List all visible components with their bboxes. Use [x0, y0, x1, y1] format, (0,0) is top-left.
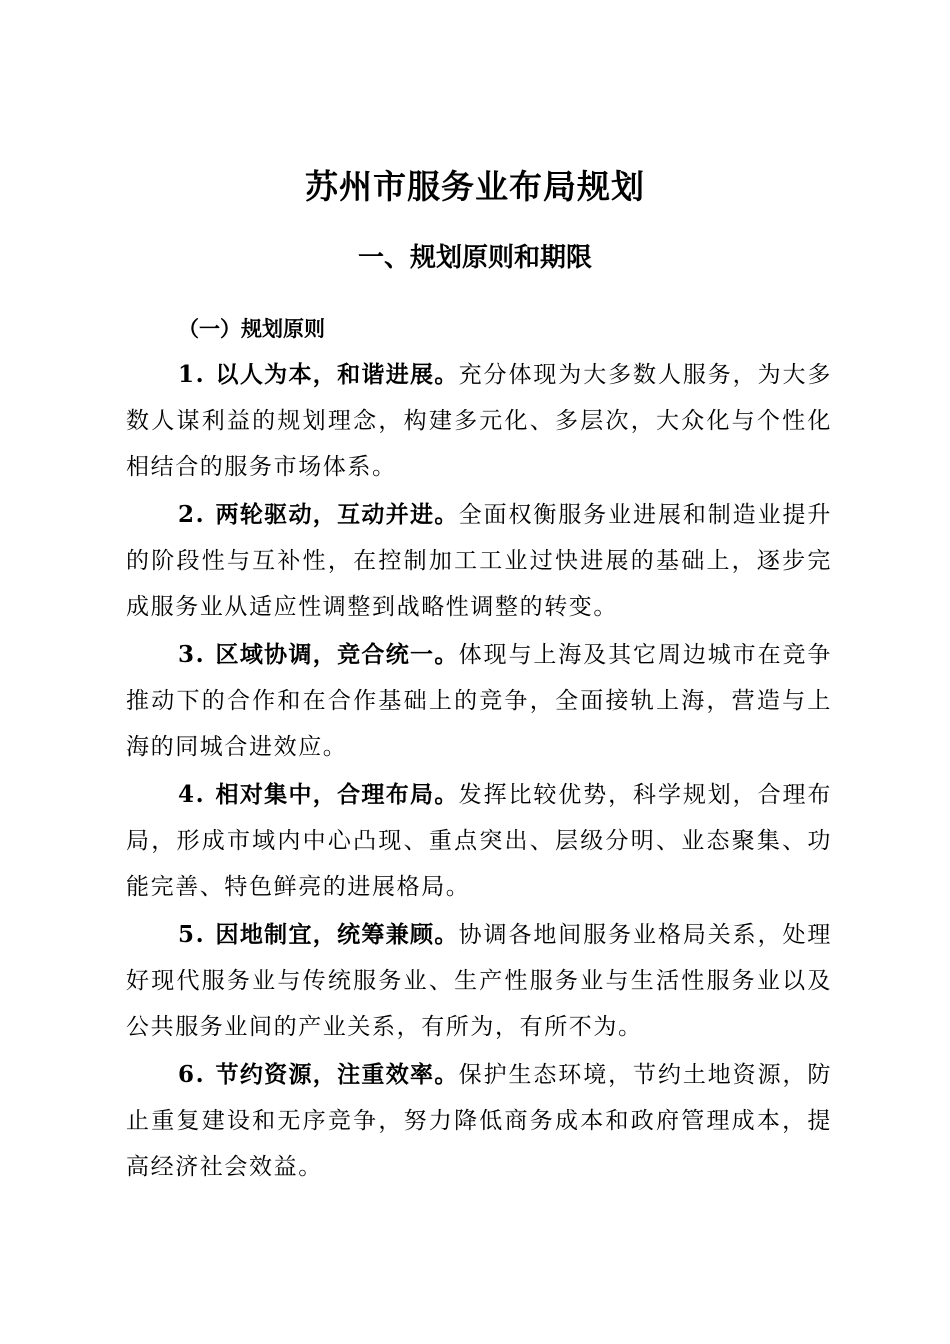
subsection-title: （一）规划原则: [178, 316, 325, 341]
principle-text: 发挥比较优势，科学规划，合理布局，形成市域内中心凸现、重点突出、层级分明、业态聚集、功能完善、特色鲜亮的进展格局。: [126, 782, 833, 900]
principle-number: 3.: [178, 641, 206, 668]
principle-text: 协调各地间服务业格局关系，处理好现代服务业与传统服务业、生产性服务业与生活性服务业以及公共服务业间的产业关系，有所为，有所不为。: [126, 922, 833, 1040]
principle-text: 保护生态环境，节约土地资源，防止重复建设和无序竞争，努力降低商务成本和政府管理成本，提高经济社会效益。: [126, 1062, 833, 1180]
principle-paragraph-3: [126, 632, 832, 770]
document-title: 苏州市服务业布局规划: [305, 167, 645, 206]
principle-text: 体现与上海及其它周边城市在竞争推动下的合作和在合作基础上的竞争，全面接轨上海，营造与上海的同城合进效应。: [126, 642, 833, 760]
section-title: 一、规划原则和期限: [357, 243, 592, 273]
principle-heading: 因地制宜，统筹兼顾。: [215, 921, 459, 948]
principle-number: 4.: [178, 781, 206, 808]
principle-heading: 以人为本，和谐进展。: [215, 361, 459, 388]
principle-paragraph-6: [126, 1052, 832, 1190]
principle-paragraph-5: [126, 912, 832, 1050]
principle-heading: 相对集中，合理布局。: [215, 781, 459, 808]
principle-heading: 节约资源，注重效率。: [215, 1061, 459, 1088]
principle-paragraph-1: [126, 352, 832, 490]
principle-number: 1.: [178, 361, 206, 388]
document-body: [126, 352, 832, 1192]
principle-text: 全面权衡服务业进展和制造业提升的阶段性与互补性，在控制加工工业过快进展的基础上，逐步完成服务业从适应性调整到战略性调整的转变。: [126, 502, 833, 620]
principle-text: 充分体现为大多数人服务，为大多数人谋利益的规划理念，构建多元化、多层次，大众化与个性化相结合的服务市场体系。: [126, 362, 833, 480]
principle-heading: 区域协调，竞合统一。: [215, 641, 459, 668]
principle-number: 5.: [178, 921, 206, 948]
principle-number: 6.: [178, 1061, 206, 1088]
principle-paragraph-4: [126, 772, 832, 910]
principle-number: 2.: [178, 501, 206, 528]
principle-paragraph-2: [126, 492, 832, 630]
principle-heading: 两轮驱动，互动并进。: [215, 501, 459, 528]
